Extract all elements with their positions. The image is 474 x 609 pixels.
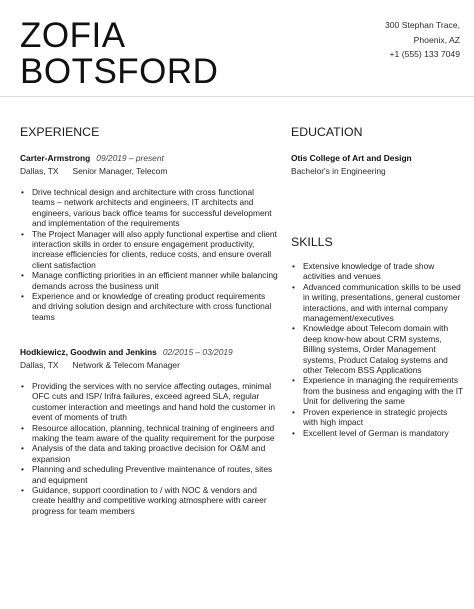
list-item: • Experience and or knowledge of creating product requirements and driving solution design and architecture with cross functional teams	[20, 291, 278, 322]
job-entry	[20, 347, 278, 516]
candidate-name	[20, 18, 218, 90]
list-item: • The Project Manager will also apply functional expertise and client interaction skills in order to ensure engagement productivity, increase efficiencies for clients, reduce costs, and ensure overall client satisfaction	[20, 229, 278, 271]
list-item: • Advanced communication skills to be used in writing, presentations, general customer interactions, and with internal company management/executives	[291, 282, 463, 324]
education-entry	[291, 153, 463, 176]
list-item: • Providing the services with no service affecting outages, minimal OFC cuts and ISP/ Infra failures, exceed agreed SLA, regular customer interaction and meetings and hand hold the customer in event of moments of truth	[20, 381, 278, 423]
job-dates: 02/2015 – 03/2019	[162, 347, 233, 357]
job-dates: 09/2019 – present	[96, 153, 164, 163]
degree: Bachelor's in Engineering	[291, 166, 386, 176]
job-location: Dallas, TX	[20, 166, 59, 176]
list-item: • Resource allocation, planning, technical training of engineers and making the team aware of the quality requirement for the purpose	[20, 423, 278, 444]
contact-info	[385, 18, 460, 62]
job-header	[20, 347, 278, 357]
school-name: Otis College of Art and Design	[291, 153, 412, 163]
job-location: Dallas, TX	[20, 360, 59, 370]
list-item: • Planning and scheduling Preventive maintenance of routes, sites and equipment	[20, 464, 278, 485]
list-item: • Extensive knowledge of trade show activities and venues	[291, 261, 463, 282]
experience-heading: EXPERIENCE	[20, 125, 100, 139]
last-name: BOTSFORD	[20, 52, 219, 91]
list-item: • Drive technical design and architecture with cross functional teams – network architects and engineers, IT architects and engineers, various back office teams for successful development and implementation of the requirements	[20, 187, 278, 229]
skills-list	[291, 261, 463, 438]
list-item: • Analysis of the data and taking proactive decision for O&M and expansion	[20, 443, 278, 464]
address-line: 300 Stephan Trace,	[384, 20, 460, 30]
education-heading: EDUCATION	[291, 125, 363, 139]
job-role: Network & Telecom Manager	[72, 360, 180, 370]
list-item: • Proven experience in strategic projects with high impact	[291, 407, 463, 428]
list-item: • Guidance, support coordination to / with NOC & vendors and create healthy and competitive working atmosphere with career progress for team members	[20, 485, 278, 516]
list-item: • Manage conflicting priorities in an efficient manner while balancing demands across the business unit	[20, 270, 278, 291]
company-name: Hodkiewicz, Goodwin and Jenkins	[20, 347, 157, 357]
job-entry	[20, 153, 278, 322]
company-name: Carter-Armstrong	[20, 153, 91, 163]
header-divider	[0, 96, 474, 97]
job-header	[20, 153, 278, 163]
job-bullets	[20, 381, 278, 516]
job-role: Senior Manager, Telecom	[72, 166, 168, 176]
skills-section	[291, 261, 463, 438]
job-bullets	[20, 187, 278, 322]
first-name: ZOFIA	[20, 16, 126, 55]
list-item: • Knowledge about Telecom domain with deep know-how about CRM systems, Billing systems, Order Management systems, Product Catalog systems and other Telecom BSS Applications	[291, 323, 463, 375]
list-item: • Excellent level of German is mandatory	[291, 428, 463, 438]
job-subheader	[20, 166, 278, 176]
phone-number: +1 (555) 133 7049	[389, 49, 460, 59]
job-subheader	[20, 360, 278, 370]
list-item: • Experience in managing the requirements from the business and engaging with the IT Unit for delivering the same	[291, 375, 463, 406]
city-line: Phoenix, AZ	[413, 34, 460, 45]
skills-heading: SKILLS	[291, 235, 333, 249]
